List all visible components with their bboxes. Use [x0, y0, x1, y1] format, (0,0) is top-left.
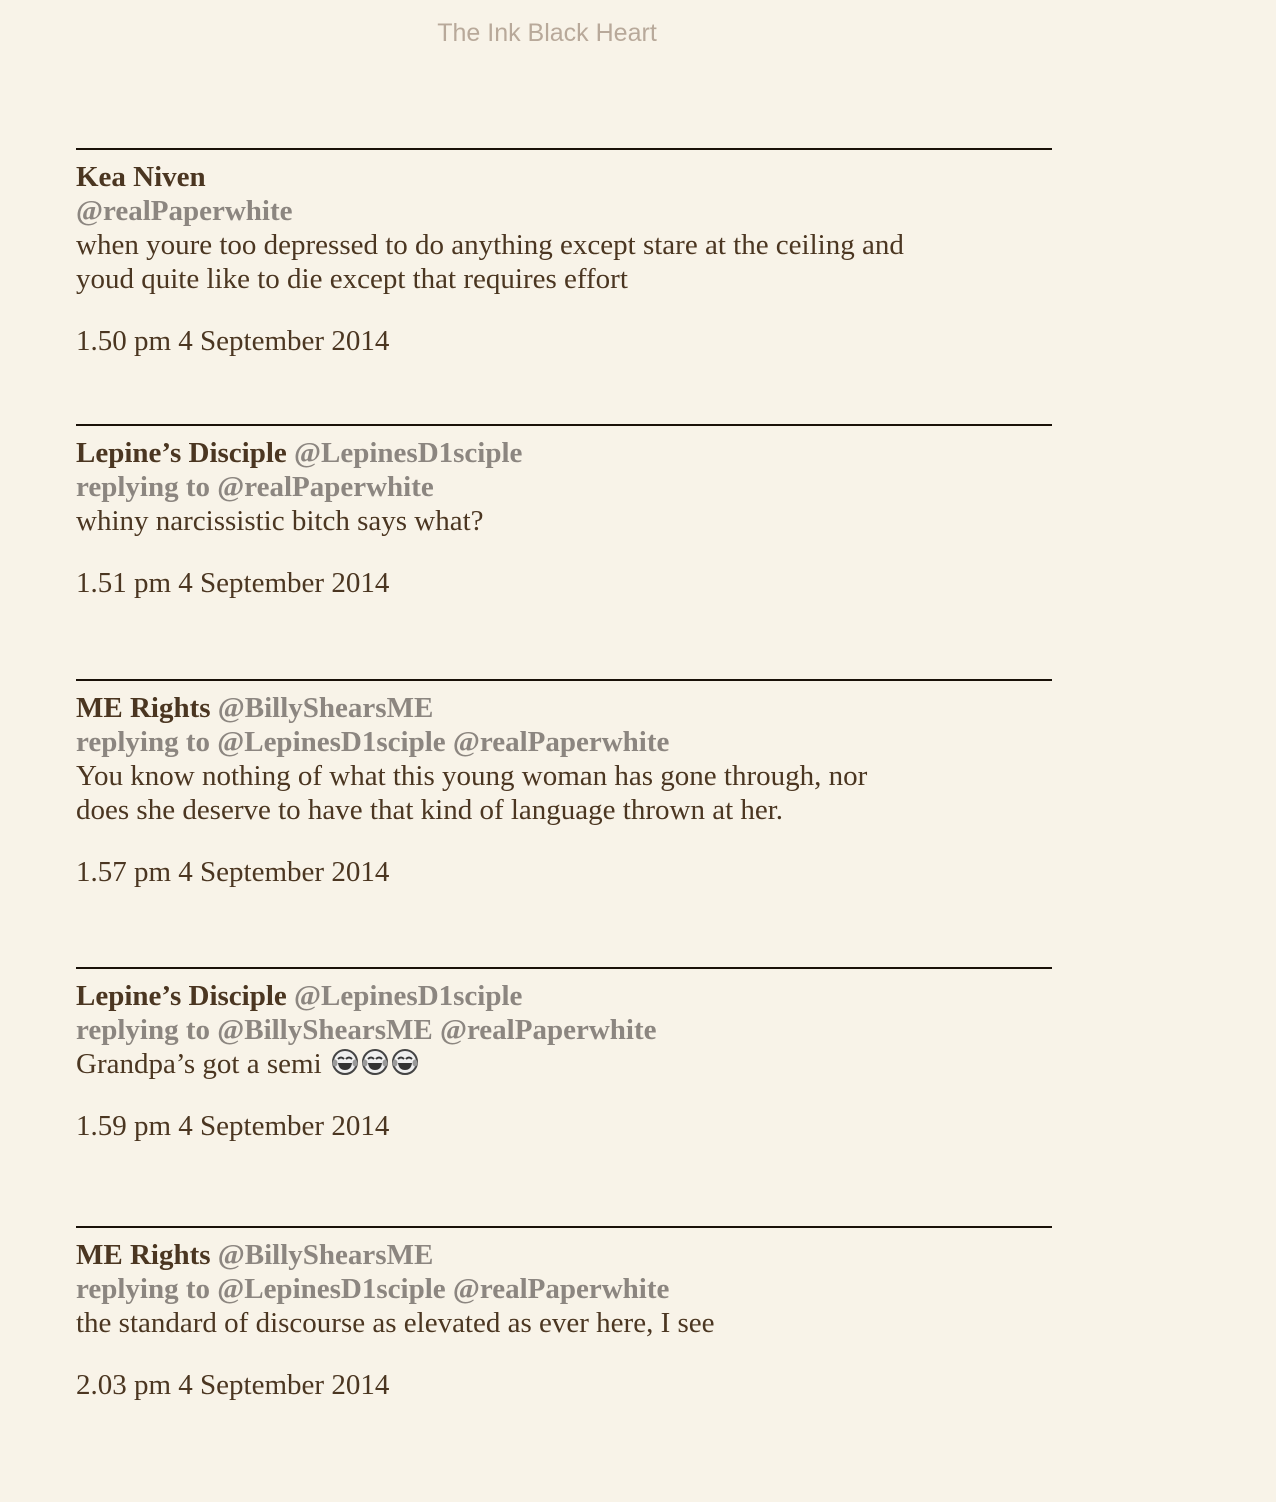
tweet-text-line: youd quite like to die except that requires effort	[76, 263, 628, 295]
author-name: ME Rights	[76, 1239, 211, 1271]
author-name: Lepine’s Disciple	[76, 437, 287, 469]
laughing-crying-emoji-icon	[391, 1048, 419, 1076]
tweet-text-line: does she deserve to have that kind of language thrown at her.	[76, 794, 784, 826]
author-line	[76, 1238, 1052, 1272]
tweet-timestamp: 1.51 pm 4 September 2014	[76, 567, 390, 599]
tweet-text-line: You know nothing of what this young woman has gone through, nor	[76, 760, 868, 792]
author-name: Lepine’s Disciple	[76, 980, 287, 1012]
tweet	[76, 1226, 1052, 1502]
replying-to: replying to @realPaperwhite	[76, 471, 434, 503]
reply-line	[76, 725, 1052, 759]
author-handle: @LepinesD1sciple	[294, 980, 523, 1012]
tweet	[76, 679, 1052, 967]
author-line	[76, 691, 1052, 725]
laughing-crying-emoji-icon	[331, 1048, 359, 1076]
author-handle: @realPaperwhite	[76, 195, 293, 227]
tweet-text-line	[76, 1047, 1052, 1081]
tweet	[76, 967, 1052, 1226]
reply-line	[76, 1272, 1052, 1306]
handle-line	[76, 194, 1052, 228]
author-handle: @BillyShearsME	[217, 692, 434, 724]
tweet-timestamp: 1.57 pm 4 September 2014	[76, 856, 390, 888]
tweet-text-line: the standard of discourse as elevated as ever here, I see	[76, 1307, 715, 1339]
tweet-thread	[76, 148, 1052, 1502]
tweet-timestamp: 1.59 pm 4 September 2014	[76, 1110, 390, 1142]
tweet-timestamp: 2.03 pm 4 September 2014	[76, 1369, 390, 1401]
author-name: Kea Niven	[76, 161, 206, 193]
tweet-text: Grandpa’s got a semi	[76, 1048, 322, 1080]
reply-line	[76, 1013, 1052, 1047]
tweet-text-line: whiny narcissistic bitch says what?	[76, 505, 484, 537]
laughing-crying-emoji-icon	[361, 1048, 389, 1076]
author-name: ME Rights	[76, 692, 211, 724]
author-line	[76, 436, 1052, 470]
author-line	[76, 160, 1052, 194]
reply-line	[76, 470, 1052, 504]
author-handle: @BillyShearsME	[217, 1239, 434, 1271]
author-line	[76, 979, 1052, 1013]
replying-to: replying to @LepinesD1sciple @realPaperwhite	[76, 1273, 670, 1305]
replying-to: replying to @LepinesD1sciple @realPaperwhite	[76, 726, 670, 758]
tweet-timestamp: 1.50 pm 4 September 2014	[76, 325, 390, 357]
tweet	[76, 148, 1052, 424]
author-handle: @LepinesD1sciple	[294, 437, 523, 469]
tweet-text-line: when youre too depressed to do anything except stare at the ceiling and	[76, 229, 904, 261]
tweet	[76, 424, 1052, 679]
replying-to: replying to @BillyShearsME @realPaperwhite	[76, 1014, 657, 1046]
book-title: The Ink Black Heart	[437, 19, 657, 47]
